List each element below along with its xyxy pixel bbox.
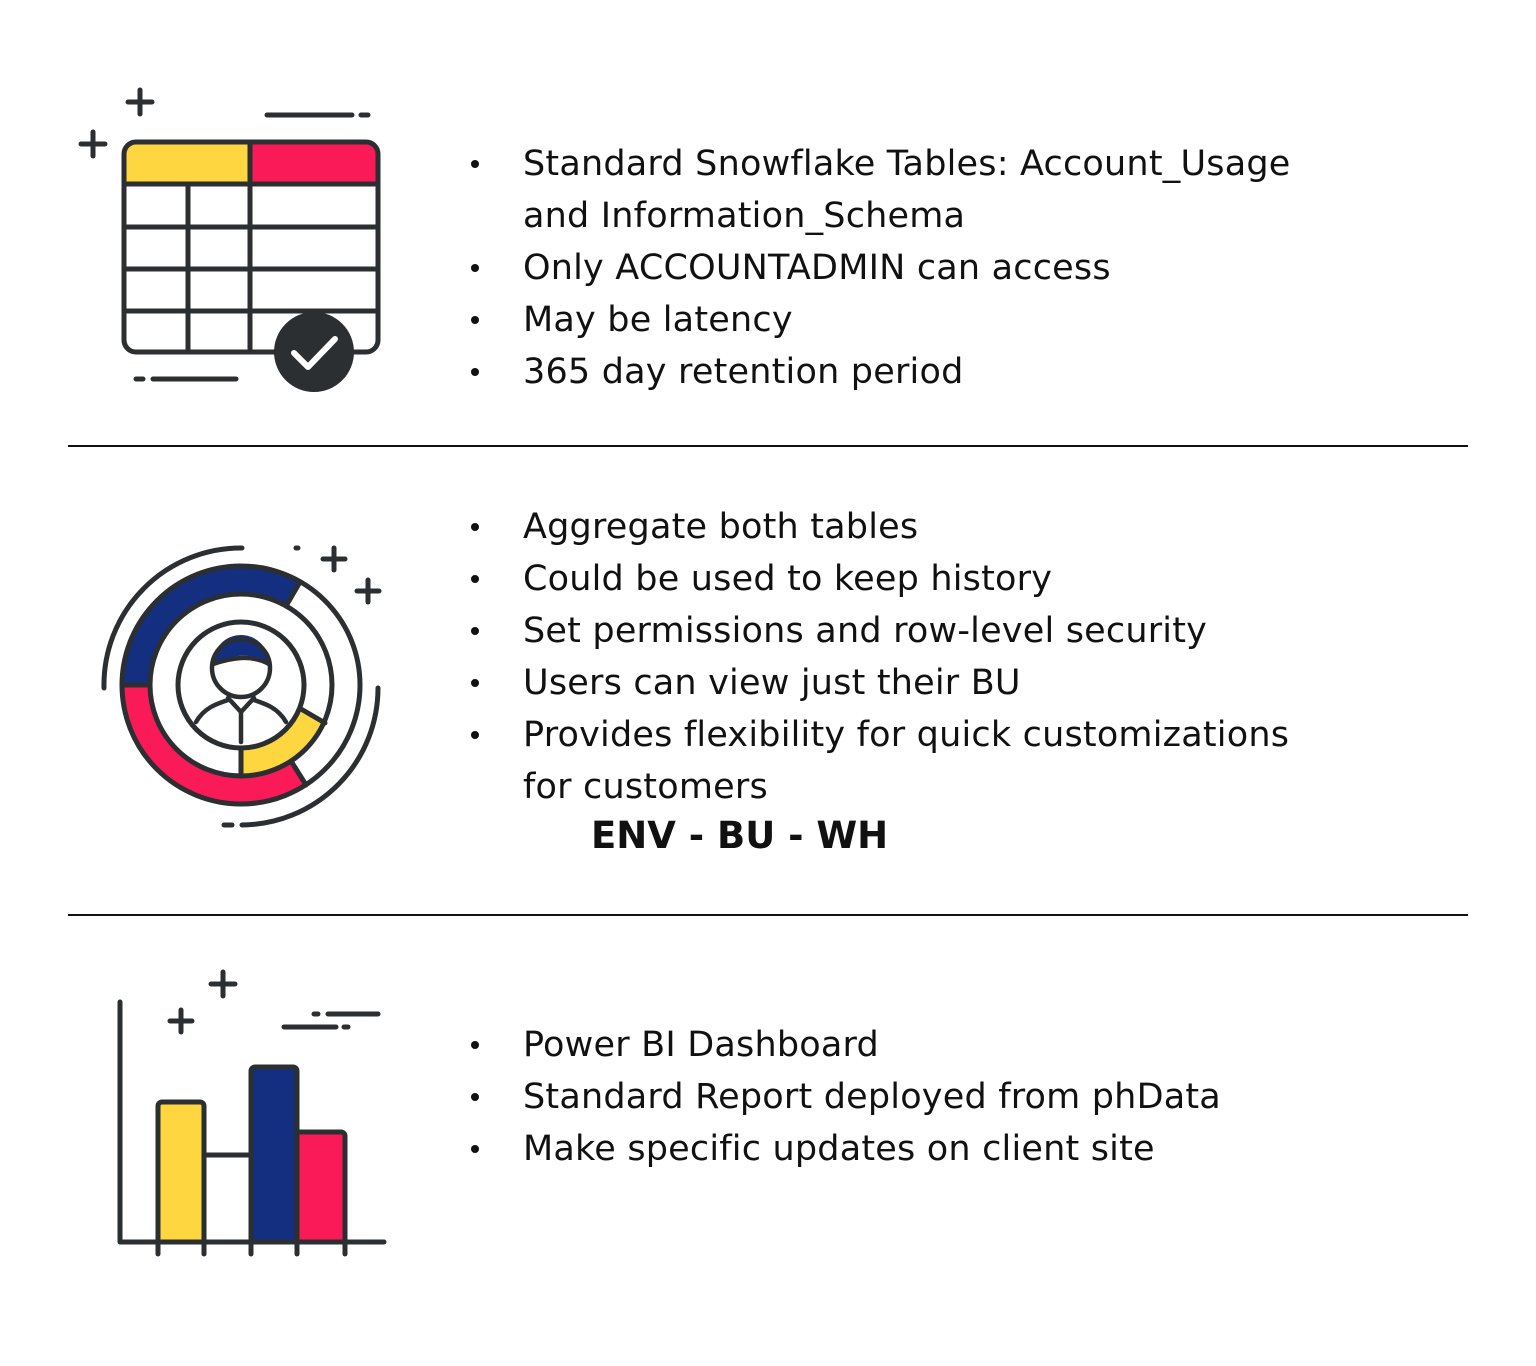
list-item: Provides flexibility for quick customizations for customers: [466, 709, 1289, 813]
list-item: Standard Snowflake Tables: Account_Usage and Information_Schema: [466, 138, 1291, 242]
list-item: Set permissions and row-level security: [466, 605, 1289, 657]
list-item: 365 day retention period: [466, 346, 1291, 398]
list-item: Aggregate both tables: [466, 501, 1289, 553]
bullet-dot: [471, 731, 479, 739]
bullet-dot: [471, 1041, 479, 1049]
list-item: Users can view just their BU: [466, 657, 1289, 709]
bar-chart-icon: [112, 966, 392, 1261]
list-item: Power BI Dashboard: [466, 1019, 1221, 1071]
bullet-dot: [471, 160, 479, 168]
table-check-icon: [76, 86, 386, 396]
bullet-dot: [471, 523, 479, 531]
bullet-list-snowflake-tables: [466, 138, 1291, 398]
bullet-list-power-bi: [466, 1019, 1221, 1175]
bullet-list-aggregate-tables: [466, 501, 1289, 813]
bullet-dot: [471, 1145, 479, 1153]
bullet-dot: [471, 368, 479, 376]
bullet-dot: [471, 316, 479, 324]
bullet-dot: [471, 627, 479, 635]
bullet-dot: [471, 679, 479, 687]
bullet-dot: [471, 264, 479, 272]
list-item: Only ACCOUNTADMIN can access: [466, 242, 1291, 294]
list-item: Standard Report deployed from phData: [466, 1071, 1221, 1123]
bullet-dot: [471, 575, 479, 583]
list-item: Make specific updates on client site: [466, 1123, 1221, 1175]
naming-convention-label: ENV - BU - WH: [591, 814, 889, 857]
section-divider: [68, 445, 1468, 447]
user-target-icon: [96, 538, 396, 838]
list-item: May be latency: [466, 294, 1291, 346]
list-item: Could be used to keep history: [466, 553, 1289, 605]
bullet-dot: [471, 1093, 479, 1101]
section-divider: [68, 914, 1468, 916]
